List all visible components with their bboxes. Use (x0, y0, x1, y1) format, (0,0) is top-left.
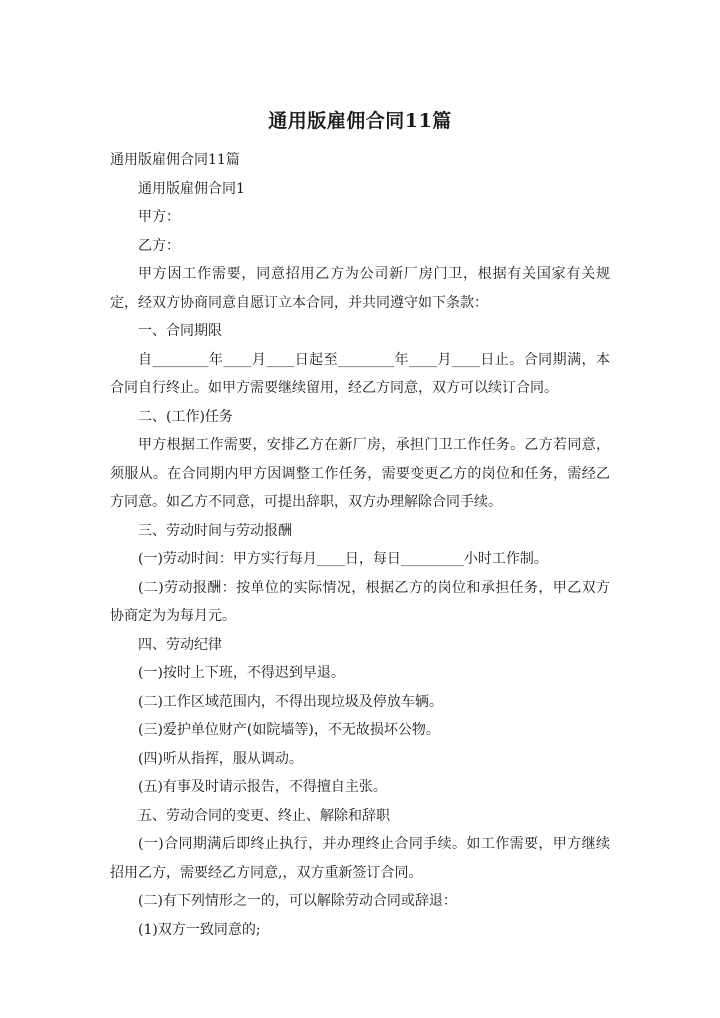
document-body (110, 146, 610, 944)
paragraph: 五、劳动合同的变更、终止、解除和辞职 (138, 807, 390, 824)
paragraph: (一)按时上下班，不得迟到早退。 (138, 665, 345, 681)
paragraph: 三、劳动时间与劳动报酬 (138, 522, 292, 539)
paragraph: 自________年____月____日起至________年____月____日止。合同期满，本合同自行终止。如甲方需要继续留用，经乙方同意，双方可以续订合同。 (110, 351, 610, 396)
paragraph: (二)工作区域范围内，不得出现垃圾及停放车辆。 (138, 693, 443, 710)
paragraph: (五)有事及时请示报告，不得擅自主张。 (138, 779, 387, 795)
paragraph: (1)双方一致同意的; (138, 921, 261, 938)
paragraph: (一)劳动时间：甲方实行每月____日，每日_________小时工作制。 (138, 551, 548, 567)
paragraph: 二、(工作)任务 (138, 408, 233, 425)
paragraph: 通用版雇佣合同1 (138, 180, 245, 197)
paragraph: (三)爱护单位财产(如院墙等)，不无故损坏公物。 (138, 722, 440, 738)
paragraph: (二)劳动报酬：按单位的实际情况，根据乙方的岗位和承担任务，甲乙双方协商定为为每月元。 (110, 579, 610, 624)
paragraph: 甲方因工作需要，同意招用乙方为公司新厂房门卫，根据有关国家有关规定，经双方协商同意自愿订立本合同，并共同遵守如下条款： (110, 266, 610, 311)
paragraph: 通用版雇佣合同11篇 (110, 152, 240, 168)
document-title: 通用版雇佣合同11篇 (268, 110, 452, 132)
paragraph: 四、劳动纪律 (138, 636, 222, 653)
paragraph: (四)听从指挥，服从调动。 (138, 750, 303, 767)
paragraph: 甲方根据工作需要，安排乙方在新厂房，承担门卫工作任务。乙方若同意，须服从。在合同期内甲方因调整工作任务，需要变更乙方的岗位和任务，需经乙方同意。如乙方不同意，可提出辞职，双方办理解除合同手续。 (110, 437, 610, 510)
paragraph: 甲方： (138, 209, 180, 225)
paragraph: (二)有下列情形之一的，可以解除劳动合同或辞退： (138, 893, 457, 909)
paragraph: 一、合同期限 (138, 323, 222, 339)
paragraph: 乙方： (138, 237, 180, 254)
paragraph: (一)合同期满后即终止执行，并办理终止合同手续。如工作需要，甲方继续招用乙方，需要经乙方同意,，双方重新签订合同。 (110, 836, 610, 881)
